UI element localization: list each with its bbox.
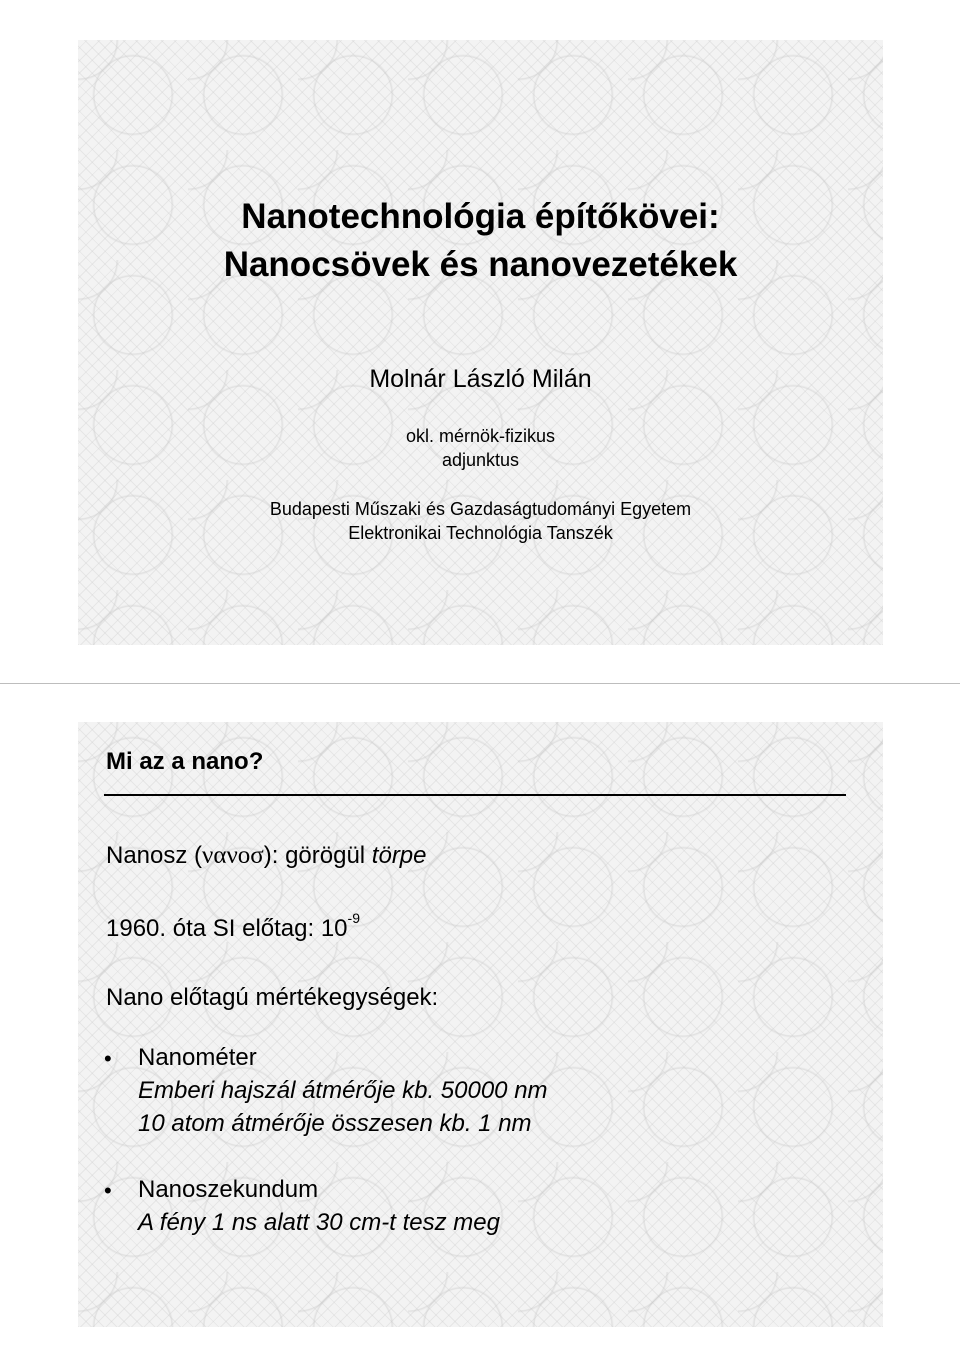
si-text: 1960. óta SI előtag: 10 bbox=[106, 915, 348, 942]
greek-meaning: törpe bbox=[371, 842, 427, 869]
bullet-detail: A fény 1 ns alatt 30 cm-t tesz meg bbox=[138, 1209, 500, 1236]
content-slide bbox=[78, 722, 883, 1327]
department-name: Elektronikai Technológia Tanszék bbox=[348, 523, 613, 543]
greek-origin-line bbox=[106, 842, 427, 870]
institution-name: Budapesti Műszaki és Gazdaságtudományi Egyetem bbox=[269, 499, 692, 519]
greek-prefix: Nanosz ( bbox=[106, 842, 203, 869]
bullet-icon: • bbox=[104, 1178, 112, 1203]
si-prefix-line bbox=[106, 910, 360, 943]
greek-suffix: ): görögül bbox=[263, 842, 372, 869]
bullet-label-nanometer: Nanométer bbox=[138, 1044, 257, 1071]
title-line-1: Nanotechnológia építőkövei: bbox=[241, 197, 720, 236]
page-divider bbox=[0, 683, 960, 684]
bullet-detail: Emberi hajszál átmérője kb. 50000 nm bbox=[138, 1077, 548, 1104]
heading-underline bbox=[104, 794, 846, 796]
author-name: Molnár László Milán bbox=[369, 365, 592, 393]
slide-title bbox=[78, 193, 883, 289]
author-role-2: adjunktus bbox=[441, 450, 520, 470]
bullet-icon: • bbox=[104, 1046, 112, 1071]
slide-heading: Mi az a nano? bbox=[106, 748, 264, 775]
bullet-label-nanosecond: Nanoszekundum bbox=[138, 1176, 319, 1203]
title-line-2: Nanocsövek és nanovezetékek bbox=[223, 245, 738, 284]
units-heading: Nano előtagú mértékegységek: bbox=[106, 984, 439, 1011]
bullet-detail: 10 atom átmérője összesen kb. 1 nm bbox=[138, 1110, 532, 1137]
title-slide bbox=[78, 40, 883, 645]
greek-word: νανοσ bbox=[202, 842, 264, 869]
author-role-1: okl. mérnök-fizikus bbox=[405, 426, 556, 446]
si-exponent: -9 bbox=[347, 910, 360, 926]
